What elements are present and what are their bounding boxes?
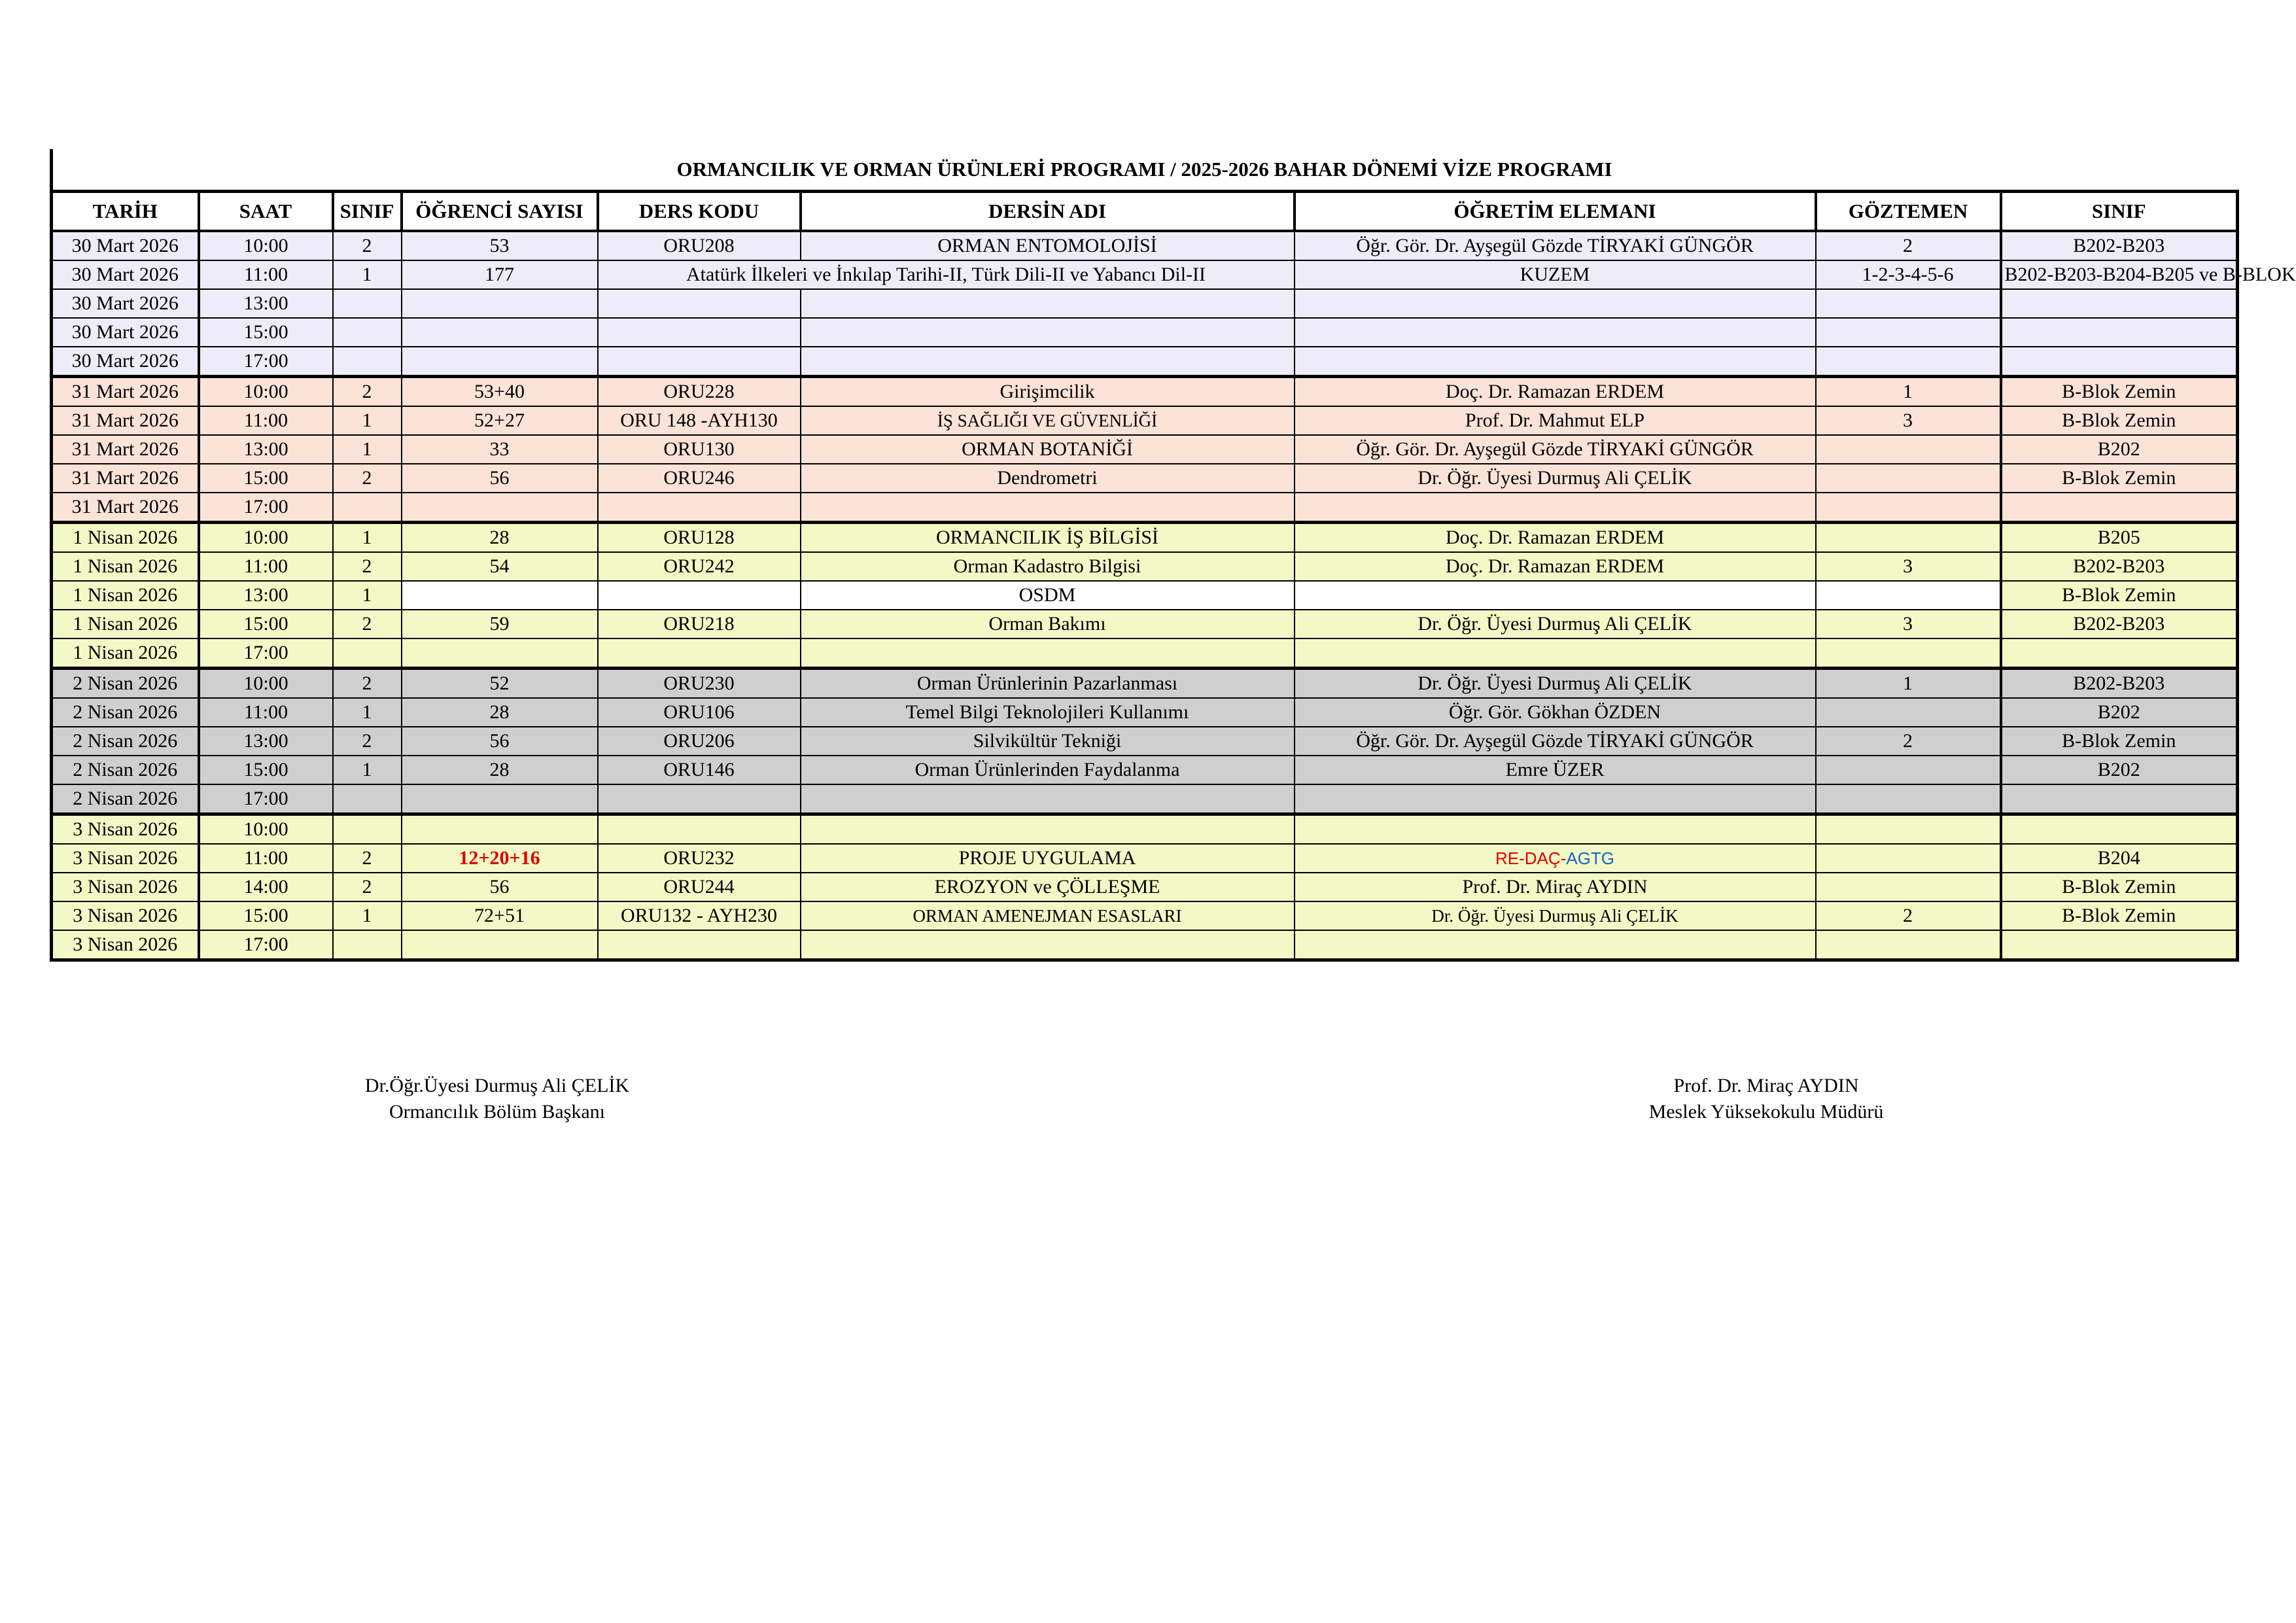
cell-tarih: 3 Nisan 2026	[52, 814, 199, 845]
table-row	[52, 669, 2238, 699]
cell-saat: 17:00	[199, 930, 333, 960]
cell-ogrenci-sayisi: 52+27	[402, 406, 598, 435]
cell-dersin-adi: ORMAN AMENEJMAN ESASLARI	[801, 901, 1295, 930]
cell-ogretim-elemani	[1295, 930, 1816, 960]
cell-dersin-adi	[801, 930, 1295, 960]
schedule-table	[50, 190, 2296, 962]
signature-left-name: Dr.Öğr.Üyesi Durmuş Ali ÇELİK	[364, 1075, 630, 1096]
cell-ogretim-elemani: Öğr. Gör. Gökhan ÖZDEN	[1295, 698, 1816, 727]
signature-right-title: Meslek Yüksekokulu Müdürü	[1648, 1101, 1884, 1123]
header-sinif: SINIF	[333, 192, 402, 232]
cell-sinif-yer	[2001, 814, 2238, 845]
table-row	[52, 638, 2238, 669]
cell-sinif: 1	[333, 435, 402, 464]
cell-goztemen	[1816, 756, 2001, 784]
cell-saat: 15:00	[199, 318, 333, 347]
cell-dersin-adi: ORMANCILIK İŞ BİLGİSİ	[801, 523, 1295, 553]
cell-goztemen	[1816, 435, 2001, 464]
cell-ogrenci-sayisi	[402, 347, 598, 377]
cell-goztemen	[1816, 464, 2001, 493]
table-row	[52, 406, 2238, 435]
cell-ders-kodu: ORU244	[598, 873, 801, 901]
cell-goztemen	[1816, 844, 2001, 873]
cell-sinif-yer: B-Blok Zemin	[2001, 873, 2238, 901]
cell-sinif-yer: B202	[2001, 698, 2238, 727]
cell-dersin-adi	[801, 784, 1295, 814]
table-row	[52, 347, 2238, 377]
cell-sinif	[333, 318, 402, 347]
cell-dersin-adi: Atatürk İlkeleri ve İnkılap Tarihi-II, Türk Dili-II ve Yabancı Dil-II	[598, 260, 1295, 289]
cell-ogrenci-sayisi: 54	[402, 552, 598, 581]
table-row	[52, 873, 2238, 901]
table-row	[52, 464, 2238, 493]
cell-saat: 17:00	[199, 493, 333, 523]
cell-dersin-adi	[801, 814, 1295, 845]
cell-sinif-yer: B205	[2001, 523, 2238, 553]
cell-sinif: 1	[333, 523, 402, 553]
cell-ders-kodu	[598, 814, 801, 845]
cell-saat: 13:00	[199, 581, 333, 610]
cell-saat: 10:00	[199, 523, 333, 553]
table-row	[52, 231, 2238, 260]
cell-ders-kodu: ORU228	[598, 377, 801, 407]
cell-goztemen: 1	[1816, 669, 2001, 699]
cell-ogrenci-sayisi: 56	[402, 727, 598, 756]
cell-goztemen	[1816, 814, 2001, 845]
cell-ogretim-elemani	[1295, 289, 1816, 318]
cell-ders-kodu	[598, 784, 801, 814]
cell-sinif-yer: B-Blok Zemin	[2001, 581, 2238, 610]
table-row	[52, 289, 2238, 318]
cell-tarih: 3 Nisan 2026	[52, 930, 199, 960]
cell-saat: 14:00	[199, 873, 333, 901]
header-row	[52, 192, 2238, 232]
cell-ders-kodu: ORU218	[598, 610, 801, 638]
cell-dersin-adi: Orman Ürünlerinden Faydalanma	[801, 756, 1295, 784]
cell-goztemen: 3	[1816, 552, 2001, 581]
header-ogretim-elemani: ÖĞRETİM ELEMANI	[1295, 192, 1816, 232]
cell-ogrenci-sayisi: 28	[402, 756, 598, 784]
cell-ogretim-elemani: Doç. Dr. Ramazan ERDEM	[1295, 523, 1816, 553]
cell-ogrenci-sayisi: 33	[402, 435, 598, 464]
table-row	[52, 581, 2238, 610]
cell-tarih: 31 Mart 2026	[52, 435, 199, 464]
cell-ogrenci-sayisi	[402, 318, 598, 347]
table-row	[52, 930, 2238, 960]
cell-tarih: 2 Nisan 2026	[52, 698, 199, 727]
cell-sinif-yer: B-Blok Zemin	[2001, 406, 2238, 435]
cell-saat: 13:00	[199, 435, 333, 464]
cell-tarih: 2 Nisan 2026	[52, 784, 199, 814]
cell-ders-kodu	[598, 318, 801, 347]
cell-ogretim-elemani: Öğr. Gör. Dr. Ayşegül Gözde TİRYAKİ GÜNGÖR	[1295, 727, 1816, 756]
cell-tarih: 2 Nisan 2026	[52, 727, 199, 756]
cell-saat: 15:00	[199, 901, 333, 930]
cell-ogretim-elemani: Öğr. Gör. Dr. Ayşegül Gözde TİRYAKİ GÜNGÖR	[1295, 231, 1816, 260]
cell-tarih: 30 Mart 2026	[52, 260, 199, 289]
cell-sinif-yer	[2001, 347, 2238, 377]
cell-sinif: 1	[333, 756, 402, 784]
cell-saat: 10:00	[199, 814, 333, 845]
instructor-code-red: RE-DAÇ-	[1495, 848, 1567, 868]
cell-saat: 10:00	[199, 231, 333, 260]
cell-goztemen: 2	[1816, 727, 2001, 756]
cell-ogretim-elemani	[1295, 493, 1816, 523]
cell-goztemen: 3	[1816, 406, 2001, 435]
table-row	[52, 727, 2238, 756]
cell-tarih: 30 Mart 2026	[52, 318, 199, 347]
cell-dersin-adi: Orman Ürünlerinin Pazarlanması	[801, 669, 1295, 699]
cell-sinif	[333, 784, 402, 814]
cell-ogrenci-sayisi	[402, 784, 598, 814]
cell-ogrenci-sayisi: 59	[402, 610, 598, 638]
cell-sinif-yer: B202	[2001, 435, 2238, 464]
cell-ogretim-elemani	[1295, 347, 1816, 377]
cell-tarih: 1 Nisan 2026	[52, 610, 199, 638]
cell-sinif-yer: B-Blok Zemin	[2001, 464, 2238, 493]
header-saat: SAAT	[199, 192, 333, 232]
cell-tarih: 1 Nisan 2026	[52, 552, 199, 581]
cell-ogrenci-sayisi	[402, 581, 598, 610]
cell-ogretim-elemani: Öğr. Gör. Dr. Ayşegül Gözde TİRYAKİ GÜNGÖR	[1295, 435, 1816, 464]
cell-ogretim-elemani: Dr. Öğr. Üyesi Durmuş Ali ÇELİK	[1295, 901, 1816, 930]
schedule-title: ORMANCILIK VE ORMAN ÜRÜNLERİ PROGRAMI / 2025-2026 BAHAR DÖNEMİ VİZE PROGRAMI	[50, 149, 2236, 190]
table-row	[52, 756, 2238, 784]
cell-dersin-adi: PROJE UYGULAMA	[801, 844, 1295, 873]
table-row	[52, 610, 2238, 638]
schedule-body	[52, 231, 2296, 960]
cell-sinif-yer: B202-B203	[2001, 552, 2238, 581]
cell-sinif-yer: B202-B203	[2001, 231, 2238, 260]
cell-sinif-yer: B202-B203-B204-B205 ve B-BLOK	[2001, 260, 2238, 289]
instructor-code-blue: AGTG	[1566, 848, 1614, 868]
cell-ogrenci-sayisi: 28	[402, 698, 598, 727]
cell-ogretim-elemani: Doç. Dr. Ramazan ERDEM	[1295, 377, 1816, 407]
header-sinif-yer: SINIF	[2001, 192, 2238, 232]
cell-sinif-yer: B202-B203	[2001, 610, 2238, 638]
cell-saat: 11:00	[199, 406, 333, 435]
cell-sinif-yer: B-Blok Zemin	[2001, 727, 2238, 756]
cell-ders-kodu: ORU230	[598, 669, 801, 699]
table-row	[52, 493, 2238, 523]
cell-saat: 17:00	[199, 347, 333, 377]
cell-dersin-adi: Temel Bilgi Teknolojileri Kullanımı	[801, 698, 1295, 727]
cell-ders-kodu: ORU246	[598, 464, 801, 493]
signature-left	[314, 1073, 680, 1125]
cell-dersin-adi: Girişimcilik	[801, 377, 1295, 407]
table-row	[52, 901, 2238, 930]
cell-ogretim-elemani	[1295, 638, 1816, 669]
cell-saat: 13:00	[199, 289, 333, 318]
cell-sinif: 2	[333, 377, 402, 407]
cell-dersin-adi	[801, 318, 1295, 347]
cell-saat: 11:00	[199, 552, 333, 581]
cell-sinif: 2	[333, 231, 402, 260]
cell-sinif: 2	[333, 669, 402, 699]
cell-tarih: 1 Nisan 2026	[52, 581, 199, 610]
cell-dersin-adi: Dendrometri	[801, 464, 1295, 493]
cell-ogrenci-sayisi	[402, 493, 598, 523]
cell-ders-kodu: ORU146	[598, 756, 801, 784]
cell-ders-kodu	[598, 347, 801, 377]
cell-ogrenci-sayisi: 177	[402, 260, 598, 289]
cell-goztemen	[1816, 493, 2001, 523]
cell-ogrenci-sayisi: 56	[402, 873, 598, 901]
cell-sinif-yer	[2001, 289, 2238, 318]
cell-sinif: 1	[333, 698, 402, 727]
cell-goztemen: 2	[1816, 231, 2001, 260]
cell-sinif: 1	[333, 901, 402, 930]
cell-saat: 11:00	[199, 844, 333, 873]
table-row	[52, 844, 2238, 873]
cell-ogretim-elemani	[1295, 814, 1816, 845]
cell-sinif: 2	[333, 464, 402, 493]
table-row	[52, 784, 2238, 814]
cell-dersin-adi	[801, 289, 1295, 318]
signature-right-name: Prof. Dr. Miraç AYDIN	[1673, 1075, 1859, 1096]
cell-saat: 10:00	[199, 669, 333, 699]
table-row	[52, 318, 2238, 347]
table-row	[52, 377, 2238, 407]
cell-sinif-yer	[2001, 930, 2238, 960]
cell-ders-kodu: ORU132 - AYH230	[598, 901, 801, 930]
cell-tarih: 3 Nisan 2026	[52, 873, 199, 901]
cell-sinif-yer: B204	[2001, 844, 2238, 873]
cell-ders-kodu: ORU130	[598, 435, 801, 464]
cell-goztemen	[1816, 581, 2001, 610]
cell-tarih: 31 Mart 2026	[52, 406, 199, 435]
cell-saat: 15:00	[199, 464, 333, 493]
cell-sinif: 2	[333, 610, 402, 638]
table-row	[52, 435, 2238, 464]
cell-ogretim-elemani: KUZEM	[1295, 260, 1816, 289]
cell-ogrenci-sayisi: 53+40	[402, 377, 598, 407]
cell-ogretim-elemani	[1295, 581, 1816, 610]
cell-goztemen: 1-2-3-4-5-6	[1816, 260, 2001, 289]
cell-dersin-adi: EROZYON ve ÇÖLLEŞME	[801, 873, 1295, 901]
cell-dersin-adi: İŞ SAĞLIĞI VE GÜVENLİĞİ	[801, 406, 1295, 435]
cell-ders-kodu	[598, 581, 801, 610]
cell-dersin-adi	[801, 347, 1295, 377]
cell-sinif	[333, 814, 402, 845]
table-row	[52, 698, 2238, 727]
cell-ogretim-elemani: Dr. Öğr. Üyesi Durmuş Ali ÇELİK	[1295, 464, 1816, 493]
cell-tarih: 1 Nisan 2026	[52, 638, 199, 669]
cell-ogretim-elemani	[1295, 844, 1816, 873]
cell-ders-kodu: ORU128	[598, 523, 801, 553]
table-row	[52, 814, 2238, 845]
cell-goztemen	[1816, 638, 2001, 669]
cell-saat: 11:00	[199, 260, 333, 289]
cell-ogretim-elemani	[1295, 784, 1816, 814]
header-ogrenci-sayisi: ÖĞRENCİ SAYISI	[402, 192, 598, 232]
cell-saat: 15:00	[199, 756, 333, 784]
cell-sinif	[333, 930, 402, 960]
cell-ders-kodu: ORU106	[598, 698, 801, 727]
cell-sinif-yer	[2001, 318, 2238, 347]
cell-ogrenci-sayisi: 56	[402, 464, 598, 493]
cell-tarih: 3 Nisan 2026	[52, 901, 199, 930]
cell-sinif: 2	[333, 873, 402, 901]
cell-ogretim-elemani: Dr. Öğr. Üyesi Durmuş Ali ÇELİK	[1295, 669, 1816, 699]
cell-goztemen	[1816, 784, 2001, 814]
cell-tarih: 31 Mart 2026	[52, 493, 199, 523]
cell-saat: 17:00	[199, 784, 333, 814]
cell-ogrenci-sayisi	[402, 814, 598, 845]
exam-schedule-sheet	[50, 149, 2296, 962]
table-row	[52, 552, 2238, 581]
cell-ogrenci-sayisi: 53	[402, 231, 598, 260]
cell-sinif: 1	[333, 260, 402, 289]
cell-sinif: 1	[333, 581, 402, 610]
cell-ogrenci-sayisi: 12+20+16	[402, 844, 598, 873]
cell-goztemen: 3	[1816, 610, 2001, 638]
cell-ogrenci-sayisi	[402, 638, 598, 669]
cell-ogrenci-sayisi	[402, 289, 598, 318]
cell-dersin-adi: OSDM	[801, 581, 1295, 610]
cell-sinif	[333, 347, 402, 377]
cell-saat: 10:00	[199, 377, 333, 407]
cell-dersin-adi	[801, 493, 1295, 523]
cell-goztemen: 2	[1816, 901, 2001, 930]
signature-right	[1583, 1073, 1949, 1125]
cell-sinif-yer: B-Blok Zemin	[2001, 377, 2238, 407]
table-row	[52, 260, 2238, 289]
cell-tarih: 2 Nisan 2026	[52, 756, 199, 784]
cell-goztemen	[1816, 347, 2001, 377]
cell-tarih: 30 Mart 2026	[52, 231, 199, 260]
cell-tarih: 30 Mart 2026	[52, 289, 199, 318]
header-goztemen: GÖZTEMEN	[1816, 192, 2001, 232]
cell-goztemen	[1816, 523, 2001, 553]
cell-sinif-yer: B202	[2001, 756, 2238, 784]
cell-ogretim-elemani: Emre ÜZER	[1295, 756, 1816, 784]
cell-dersin-adi: Orman Kadastro Bilgisi	[801, 552, 1295, 581]
cell-dersin-adi: ORMAN ENTOMOLOJİSİ	[801, 231, 1295, 260]
cell-tarih: 3 Nisan 2026	[52, 844, 199, 873]
cell-sinif-yer	[2001, 784, 2238, 814]
cell-goztemen	[1816, 873, 2001, 901]
cell-sinif: 2	[333, 844, 402, 873]
cell-sinif	[333, 289, 402, 318]
cell-goztemen: 1	[1816, 377, 2001, 407]
cell-ders-kodu	[598, 638, 801, 669]
cell-ders-kodu: ORU206	[598, 727, 801, 756]
cell-dersin-adi: Silvikültür Tekniği	[801, 727, 1295, 756]
cell-ogretim-elemani: Prof. Dr. Miraç AYDIN	[1295, 873, 1816, 901]
cell-goztemen	[1816, 289, 2001, 318]
table-row	[52, 523, 2238, 553]
cell-saat: 11:00	[199, 698, 333, 727]
header-tarih: TARİH	[52, 192, 199, 232]
signature-left-title: Ormancılık Bölüm Başkanı	[389, 1101, 605, 1123]
cell-ders-kodu: ORU232	[598, 844, 801, 873]
cell-goztemen	[1816, 698, 2001, 727]
cell-goztemen	[1816, 318, 2001, 347]
cell-ogretim-elemani	[1295, 318, 1816, 347]
cell-sinif: 2	[333, 552, 402, 581]
cell-ogrenci-sayisi: 28	[402, 523, 598, 553]
header-dersin-adi: DERSİN ADI	[801, 192, 1295, 232]
cell-ogretim-elemani: Doç. Dr. Ramazan ERDEM	[1295, 552, 1816, 581]
cell-sinif-yer	[2001, 638, 2238, 669]
cell-tarih: 2 Nisan 2026	[52, 669, 199, 699]
cell-sinif: 1	[333, 406, 402, 435]
cell-saat: 15:00	[199, 610, 333, 638]
cell-ogretim-elemani: Dr. Öğr. Üyesi Durmuş Ali ÇELİK	[1295, 610, 1816, 638]
cell-ogrenci-sayisi: 72+51	[402, 901, 598, 930]
cell-dersin-adi	[801, 638, 1295, 669]
cell-ders-kodu: ORU208	[598, 231, 801, 260]
cell-sinif	[333, 638, 402, 669]
cell-ders-kodu	[598, 289, 801, 318]
cell-ders-kodu: ORU 148 -AYH130	[598, 406, 801, 435]
cell-saat: 13:00	[199, 727, 333, 756]
cell-saat: 17:00	[199, 638, 333, 669]
cell-tarih: 31 Mart 2026	[52, 464, 199, 493]
cell-sinif-yer	[2001, 493, 2238, 523]
cell-tarih: 1 Nisan 2026	[52, 523, 199, 553]
cell-sinif	[333, 493, 402, 523]
cell-tarih: 30 Mart 2026	[52, 347, 199, 377]
cell-sinif-yer: B-Blok Zemin	[2001, 901, 2238, 930]
header-ders-kodu: DERS KODU	[598, 192, 801, 232]
cell-dersin-adi: Orman Bakımı	[801, 610, 1295, 638]
cell-goztemen	[1816, 930, 2001, 960]
cell-ders-kodu	[598, 493, 801, 523]
cell-sinif-yer: B202-B203	[2001, 669, 2238, 699]
cell-ders-kodu: ORU242	[598, 552, 801, 581]
cell-dersin-adi: ORMAN BOTANİĞİ	[801, 435, 1295, 464]
cell-ogrenci-sayisi	[402, 930, 598, 960]
cell-ders-kodu	[598, 930, 801, 960]
cell-ogrenci-sayisi: 52	[402, 669, 598, 699]
cell-sinif: 2	[333, 727, 402, 756]
cell-ogretim-elemani: Prof. Dr. Mahmut ELP	[1295, 406, 1816, 435]
cell-tarih: 31 Mart 2026	[52, 377, 199, 407]
